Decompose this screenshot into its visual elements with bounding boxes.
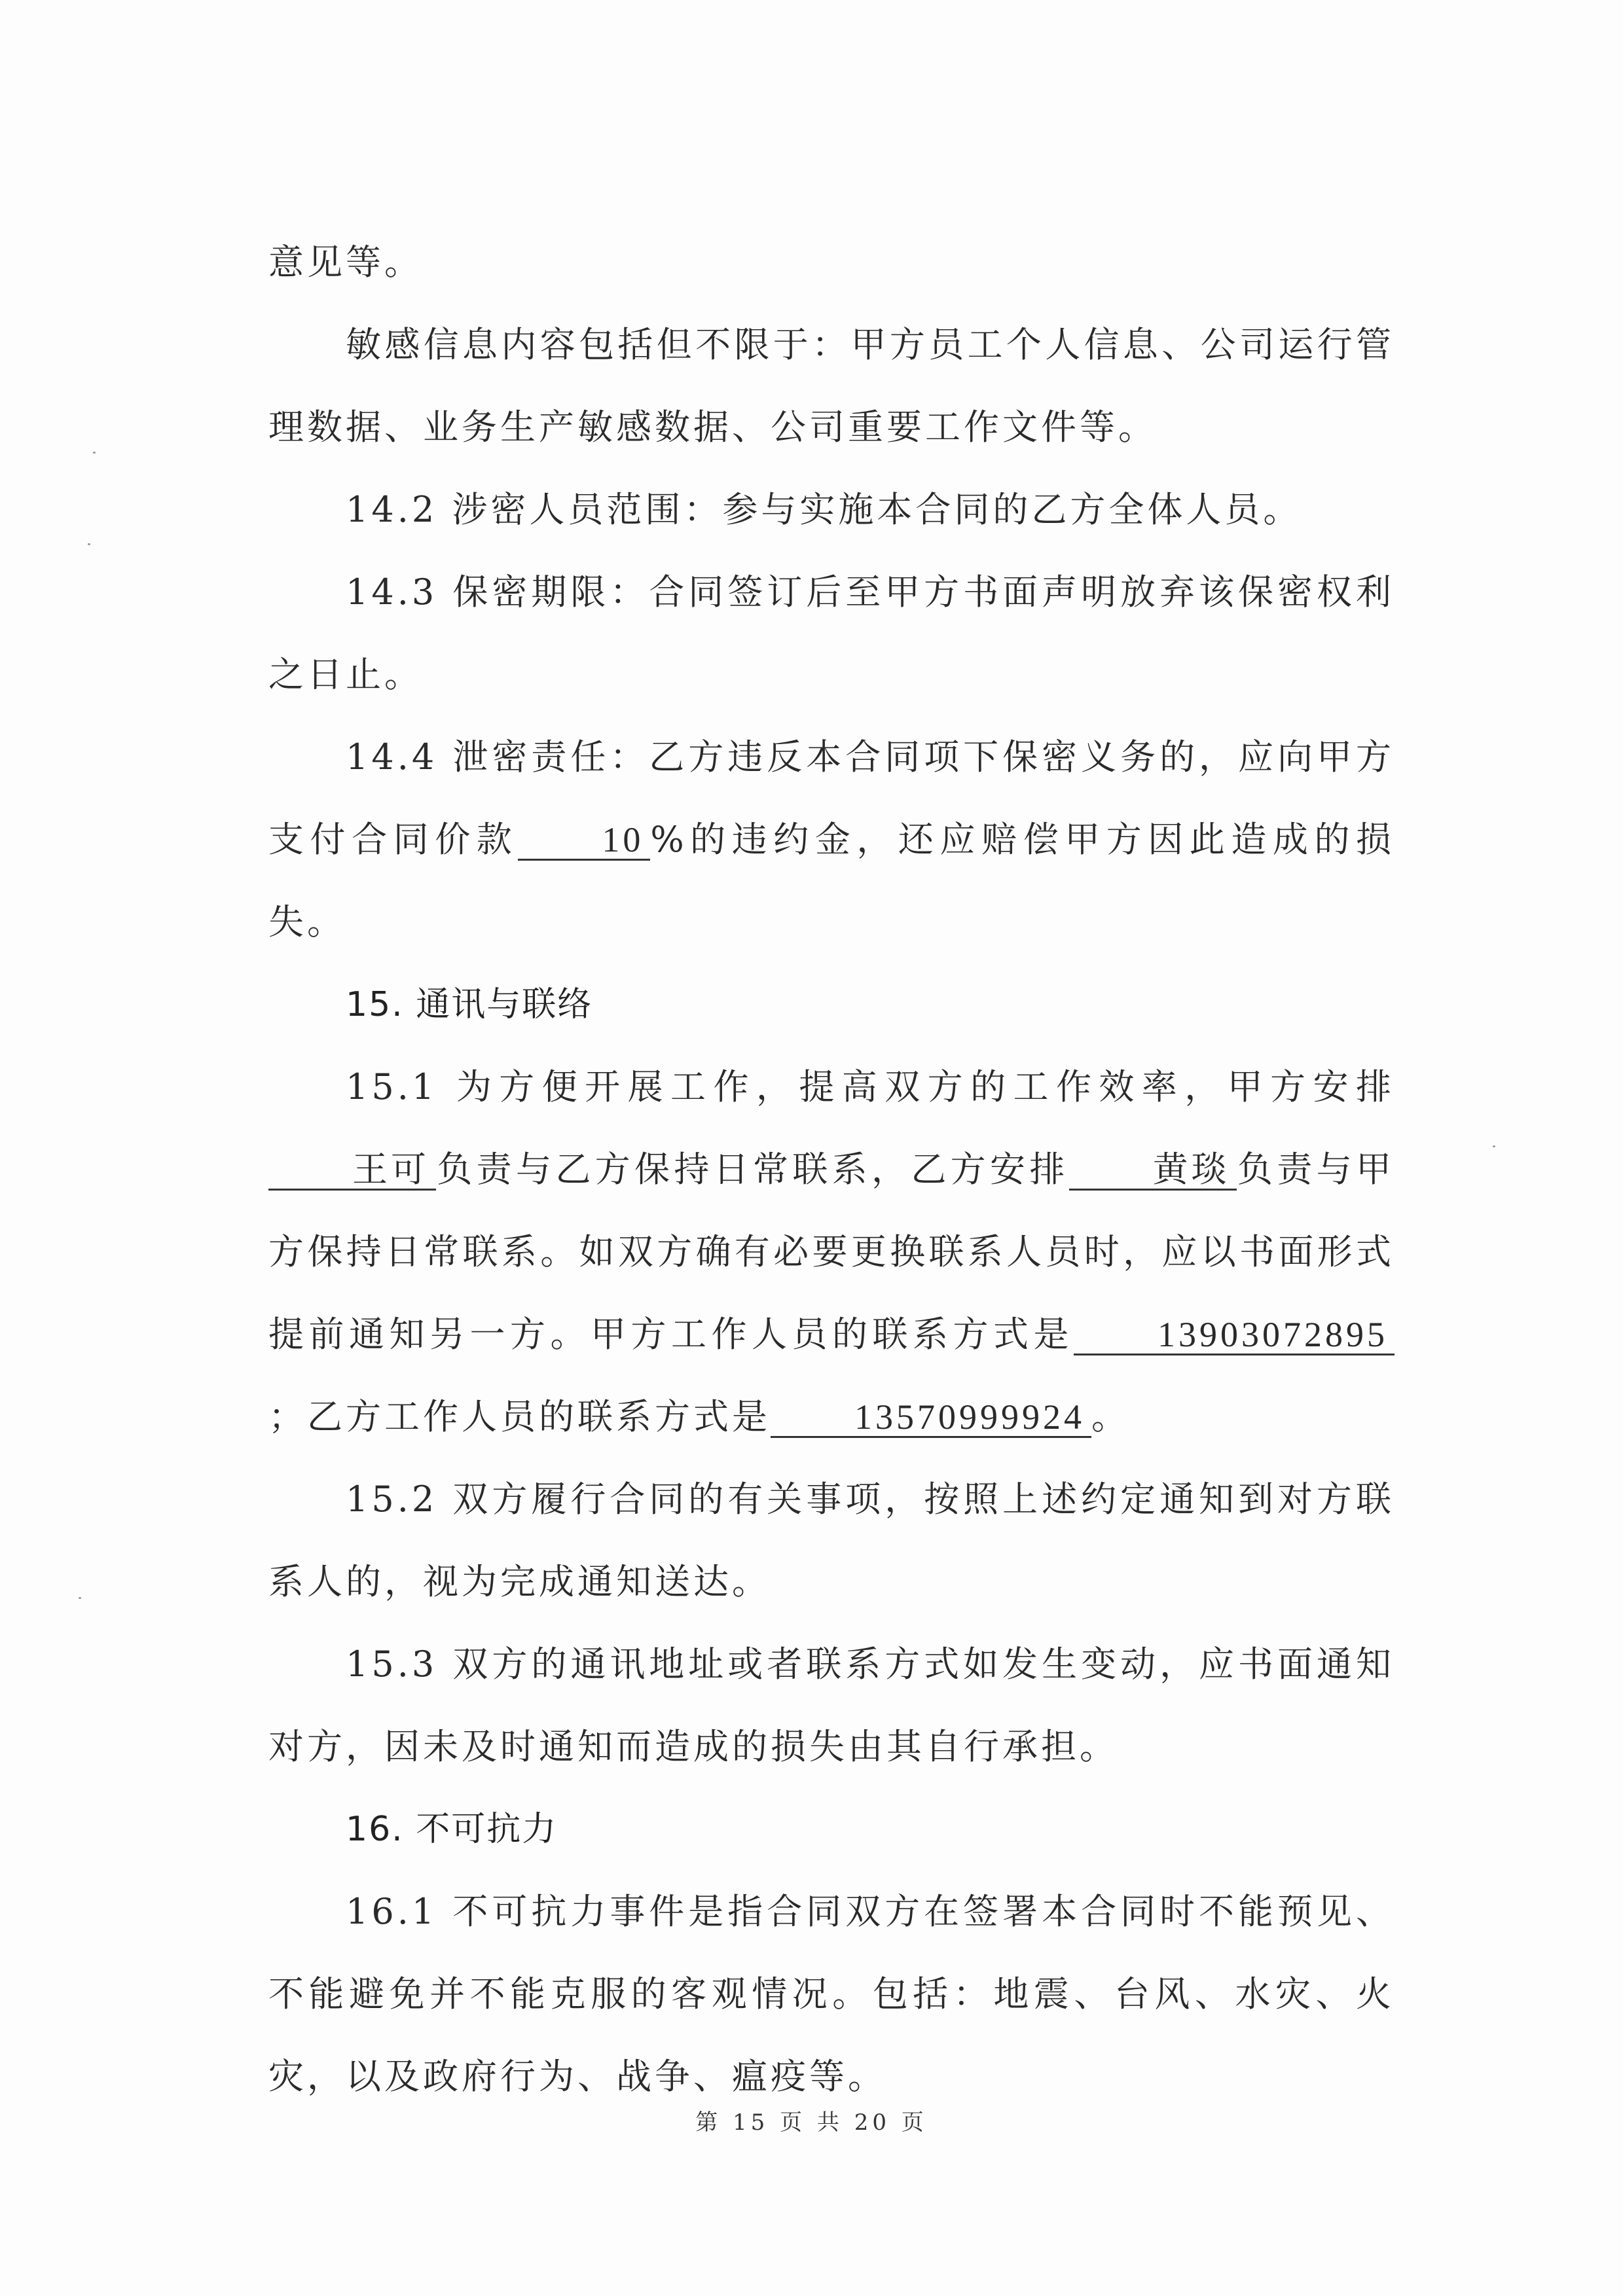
clause-15-3: 15.3 双方的通讯地址或者联系方式如发生变动，应书面通知对方，因未及时通知而造成的损失由其自行承担。 <box>268 1643 1395 1767</box>
paragraph-sensitive-info: 敏感信息内容包括但不限于：甲方员工个人信息、公司运行管理数据、业务生产敏感数据、公司重要工作文件等。 <box>268 324 1395 448</box>
clause-15-2: 15.2 双方履行合同的有关事项，按照上述约定通知到对方联系人的，视为完成通知送达。 <box>268 1479 1395 1602</box>
section-heading-15: 15. 通讯与联络 <box>346 985 593 1024</box>
clause-14-4-text: 14.4 泄密责任：乙方违反本合同项下保密义务的，应向甲方支付合同价款 <box>268 736 1395 860</box>
section-heading-16: 16. 不可抗力 <box>346 1810 558 1849</box>
clause-15-1-text: ；乙方工作人员的联系方式是 <box>268 1396 771 1437</box>
scan-speck <box>88 543 90 545</box>
clause-15-1-text: 15.1 为方便开展工作，提高双方的工作效率，甲方安排 <box>346 1066 1395 1107</box>
clause-14-4-text-end: %的违约金，还应赔偿甲方因此造成的损失。 <box>268 819 1395 942</box>
clause-14-3: 14.3 保密期限：合同签订后至甲方书面声明放弃该保密权利之日止。 <box>268 571 1395 695</box>
scan-speck <box>1493 1145 1495 1147</box>
party-b-phone: 13570999924 <box>771 1398 1091 1438</box>
party-a-phone: 13903072895 <box>1074 1316 1395 1355</box>
scan-speck <box>93 452 96 454</box>
clause-15-1-text: 负责与乙方保持日常联系，乙方安排 <box>436 1149 1069 1190</box>
clause-14-4 <box>268 716 1395 963</box>
contract-body <box>268 221 1395 2118</box>
party-b-contact-name: 黄琰 <box>1069 1151 1237 1191</box>
penalty-percent-field: 10 <box>518 821 650 861</box>
clause-15-1-text: 负责与甲方保持日常联系。如双方确有必要更换联系人员时，应以书面形式提前通知另一方。甲方工作人员的联系方式是 <box>268 1149 1395 1355</box>
paragraph-continuation: 意见等。 <box>268 242 423 283</box>
clause-16-1: 16.1 不可抗力事件是指合同双方在签署本合同时不能预见、不能避免并不能克服的客观情况。包括：地震、台风、水灾、火灾，以及政府行为、战争、瘟疫等。 <box>268 1891 1395 2097</box>
scan-speck <box>79 1597 81 1599</box>
clause-14-2: 14.2 涉密人员范围：参与实施本合同的乙方全体人员。 <box>346 489 1302 530</box>
page-number: 第 15 页 共 20 页 <box>695 2109 928 2136</box>
clause-15-1 <box>268 1046 1395 1458</box>
clause-15-1-text-end: 。 <box>1091 1396 1130 1437</box>
party-a-contact-name: 王可 <box>268 1151 436 1191</box>
